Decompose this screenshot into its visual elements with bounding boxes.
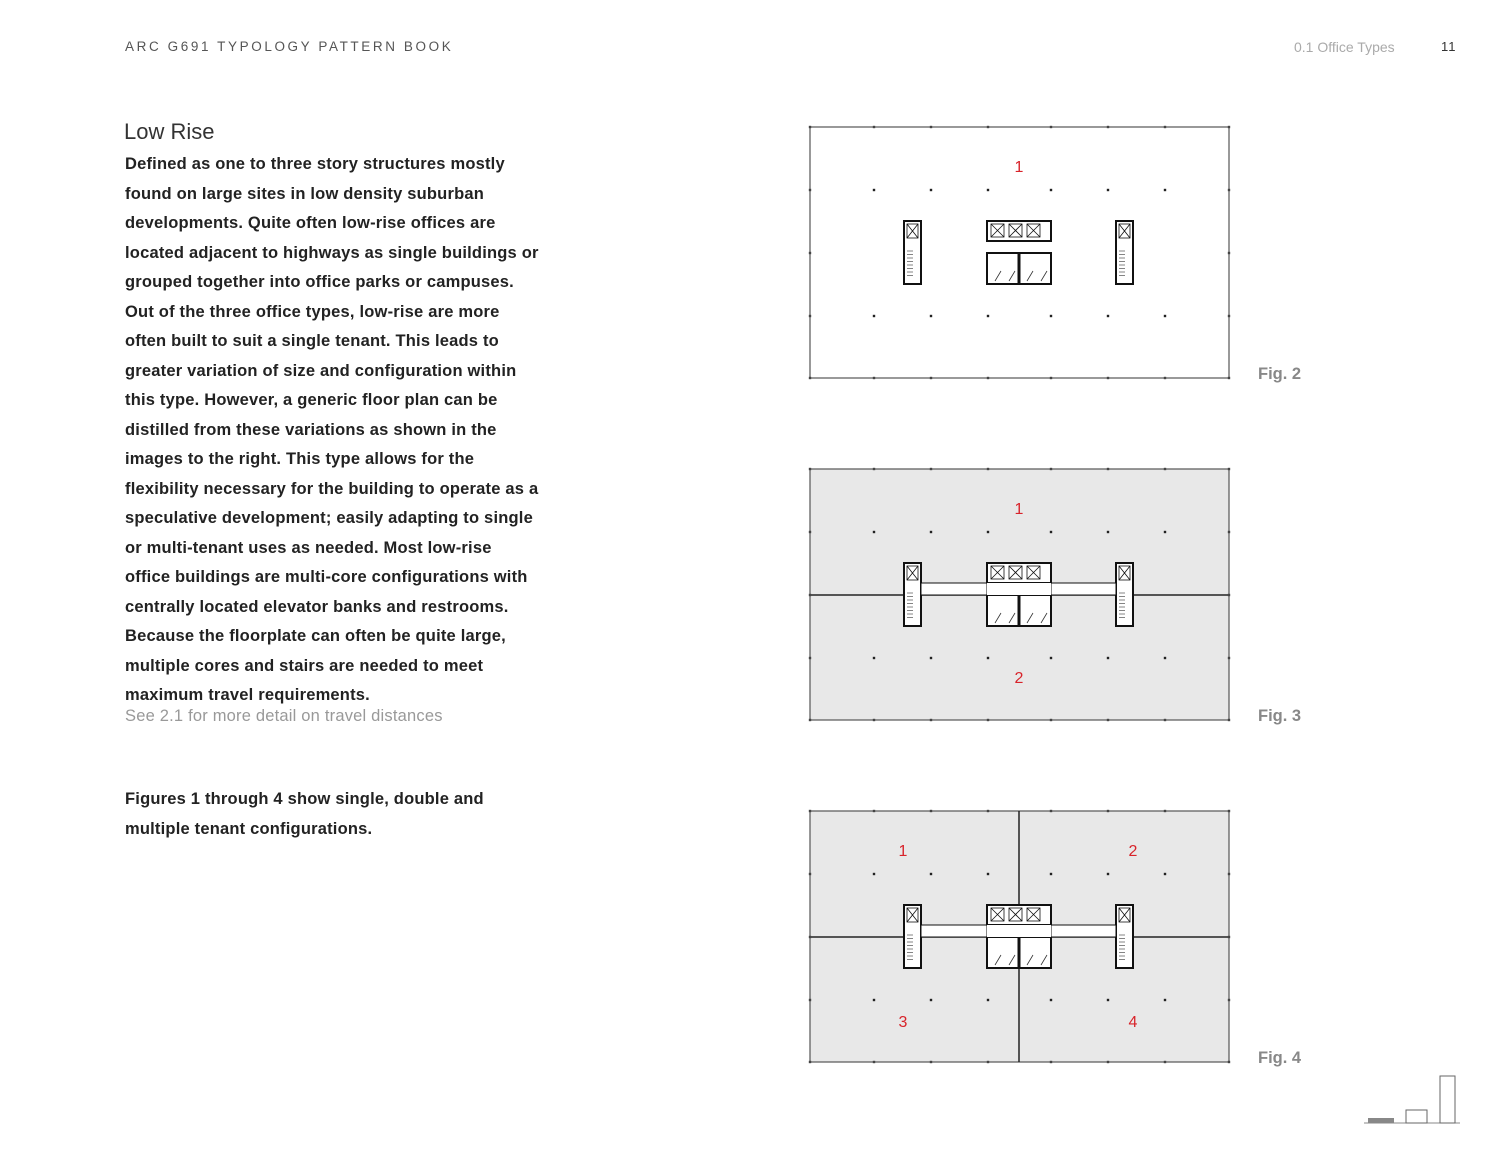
column-dot — [1164, 126, 1166, 128]
column-dot — [809, 1061, 811, 1063]
column-dot — [930, 468, 932, 470]
column-dot — [987, 1061, 989, 1063]
column-dot — [1164, 189, 1166, 191]
column-dot — [1107, 873, 1109, 875]
column-dot — [873, 1061, 875, 1063]
column-dot — [987, 531, 989, 533]
tenant-number: 4 — [1128, 1014, 1138, 1031]
column-dot — [930, 315, 932, 317]
paragraph-line: office buildings are multi-core configurations with — [125, 568, 528, 586]
column-dot — [809, 657, 811, 659]
low-rise-bar — [1368, 1118, 1394, 1123]
column-dot — [873, 657, 875, 659]
header-section-label: 0.1 Office Types — [1294, 39, 1395, 55]
paragraph-line: centrally located elevator banks and restrooms. — [125, 597, 509, 616]
column-dot — [873, 873, 875, 875]
column-dot — [930, 999, 932, 1001]
column-dot — [1050, 315, 1052, 317]
corridor — [1051, 925, 1116, 937]
column-dot — [1228, 377, 1230, 379]
column-dot — [1164, 468, 1166, 470]
corridor — [921, 925, 987, 937]
column-dot — [987, 873, 989, 875]
column-dot — [1107, 189, 1109, 191]
column-dot — [809, 873, 811, 875]
column-dot — [1228, 315, 1230, 317]
column-dot — [1050, 1061, 1052, 1063]
column-dot — [1107, 999, 1109, 1001]
column-dot — [1228, 594, 1230, 596]
column-dot — [987, 719, 989, 721]
column-dot — [1107, 315, 1109, 317]
column-dot — [930, 657, 932, 659]
section-heading: Low Rise — [124, 119, 215, 144]
reference-note: See 2.1 for more detail on travel distances — [125, 707, 443, 725]
body-paragraph — [125, 150, 565, 711]
figure-label-fig-2: Fig. 2 — [1258, 365, 1302, 383]
column-dot — [987, 999, 989, 1001]
paragraph-line: often built to suit a single tenant. This leads to — [125, 332, 499, 350]
column-dot — [1050, 189, 1052, 191]
column-dot — [1050, 468, 1052, 470]
column-dot — [1107, 126, 1109, 128]
column-dot — [1050, 999, 1052, 1001]
column-dot — [1107, 468, 1109, 470]
paragraph-line: or multi-tenant uses as needed. Most low-rise — [125, 538, 492, 557]
column-dot — [1228, 719, 1230, 721]
column-dot — [987, 189, 989, 191]
paragraph-line: greater variation of size and configuration within — [125, 361, 517, 380]
column-dot — [930, 189, 932, 191]
tenant-number: 1 — [1014, 159, 1024, 176]
column-dot — [1050, 377, 1052, 379]
column-dot — [987, 657, 989, 659]
column-dot — [809, 126, 811, 128]
column-dot — [1050, 657, 1052, 659]
column-dot — [1107, 1061, 1109, 1063]
column-dot — [1107, 810, 1109, 812]
column-dot — [1228, 999, 1230, 1001]
column-dot — [1050, 873, 1052, 875]
column-dot — [1228, 189, 1230, 191]
column-dot — [873, 126, 875, 128]
column-dot — [809, 468, 811, 470]
column-dot — [1228, 468, 1230, 470]
paragraph-line: found on large sites in low density suburban — [125, 184, 484, 203]
floor-plan-fig-4 — [805, 806, 1235, 1068]
column-dot — [1228, 873, 1230, 875]
column-dot — [809, 999, 811, 1001]
corridor-core-link — [987, 583, 1051, 595]
column-dot — [1050, 531, 1052, 533]
paragraph-line: distilled from these variations as shown in the — [125, 420, 497, 439]
summary-line: multiple tenant configurations. — [125, 819, 373, 838]
column-dot — [809, 936, 811, 938]
column-dot — [1228, 126, 1230, 128]
column-dot — [930, 377, 932, 379]
column-dot — [809, 594, 811, 596]
column-dot — [809, 810, 811, 812]
column-dot — [1050, 810, 1052, 812]
column-dot — [1164, 810, 1166, 812]
column-dot — [930, 719, 932, 721]
corridor — [921, 583, 987, 595]
column-dot — [1164, 999, 1166, 1001]
page-number: 11 — [1441, 39, 1457, 54]
column-dot — [987, 126, 989, 128]
paragraph-line: speculative development; easily adapting to single — [125, 509, 533, 527]
column-dot — [1107, 531, 1109, 533]
column-dot — [809, 252, 811, 254]
header-book-title: ARC G691 TYPOLOGY PATTERN BOOK — [125, 39, 454, 54]
building-height-icon — [1362, 1070, 1462, 1130]
paragraph-line: Because the floorplate can often be quite large, — [125, 627, 506, 645]
paragraph-line: this type. However, a generic floor plan can be — [125, 391, 498, 409]
column-dot — [873, 531, 875, 533]
column-dot — [930, 873, 932, 875]
column-dot — [930, 126, 932, 128]
column-dot — [1164, 315, 1166, 317]
column-dot — [1107, 377, 1109, 379]
column-dot — [809, 377, 811, 379]
column-dot — [809, 189, 811, 191]
column-dot — [1107, 719, 1109, 721]
column-dot — [873, 189, 875, 191]
column-dot — [873, 719, 875, 721]
paragraph-line: developments. Quite often low-rise offices are — [125, 214, 496, 232]
column-dot — [809, 719, 811, 721]
floor-plan-fig-2 — [805, 122, 1235, 384]
column-dot — [873, 377, 875, 379]
figure-label-fig-4: Fig. 4 — [1258, 1049, 1302, 1067]
paragraph-line: flexibility necessary for the building to operate as a — [125, 479, 539, 498]
paragraph-line: images to the right. This type allows for the — [125, 450, 475, 468]
floor-plan-fig-3 — [805, 464, 1235, 726]
column-dot — [1164, 873, 1166, 875]
summary-paragraph — [125, 785, 484, 844]
column-dot — [1164, 531, 1166, 533]
tenant-number: 1 — [898, 843, 908, 860]
column-dot — [809, 531, 811, 533]
column-dot — [1164, 1061, 1166, 1063]
column-dot — [1228, 936, 1230, 938]
column-dot — [930, 810, 932, 812]
column-dot — [1228, 252, 1230, 254]
column-dot — [987, 468, 989, 470]
paragraph-line: multiple cores and stairs are needed to meet — [125, 656, 484, 675]
column-dot — [873, 810, 875, 812]
column-dot — [1107, 657, 1109, 659]
figure-label-fig-3: Fig. 3 — [1258, 707, 1302, 725]
paragraph-line: Out of the three office types, low-rise are more — [125, 302, 500, 321]
column-dot — [873, 468, 875, 470]
tenant-number: 2 — [1014, 670, 1024, 687]
corridor-core-link — [987, 925, 1051, 937]
paragraph-line: Defined as one to three story structures mostly — [125, 155, 505, 173]
column-dot — [873, 315, 875, 317]
tenant-number: 1 — [1014, 501, 1024, 518]
summary-line: Figures 1 through 4 show single, double and — [125, 790, 484, 808]
column-dot — [873, 999, 875, 1001]
column-dot — [1228, 1061, 1230, 1063]
column-dot — [1228, 531, 1230, 533]
column-dot — [987, 810, 989, 812]
paragraph-line: located adjacent to highways as single buildings or — [125, 243, 539, 262]
tenant-number: 2 — [1128, 843, 1138, 860]
column-dot — [930, 531, 932, 533]
tenant-number: 3 — [898, 1014, 908, 1031]
column-dot — [1050, 719, 1052, 721]
column-dot — [987, 377, 989, 379]
column-dot — [1164, 377, 1166, 379]
column-dot — [987, 315, 989, 317]
column-dot — [1228, 810, 1230, 812]
column-dot — [1164, 657, 1166, 659]
corridor — [1051, 583, 1116, 595]
column-dot — [930, 1061, 932, 1063]
column-dot — [1050, 126, 1052, 128]
column-dot — [1164, 719, 1166, 721]
mid-rise-bar — [1406, 1110, 1427, 1123]
paragraph-line: grouped together into office parks or campuses. — [125, 273, 514, 291]
column-dot — [809, 315, 811, 317]
high-rise-bar — [1440, 1076, 1455, 1123]
column-dot — [1228, 657, 1230, 659]
paragraph-line: maximum travel requirements. — [125, 686, 370, 704]
